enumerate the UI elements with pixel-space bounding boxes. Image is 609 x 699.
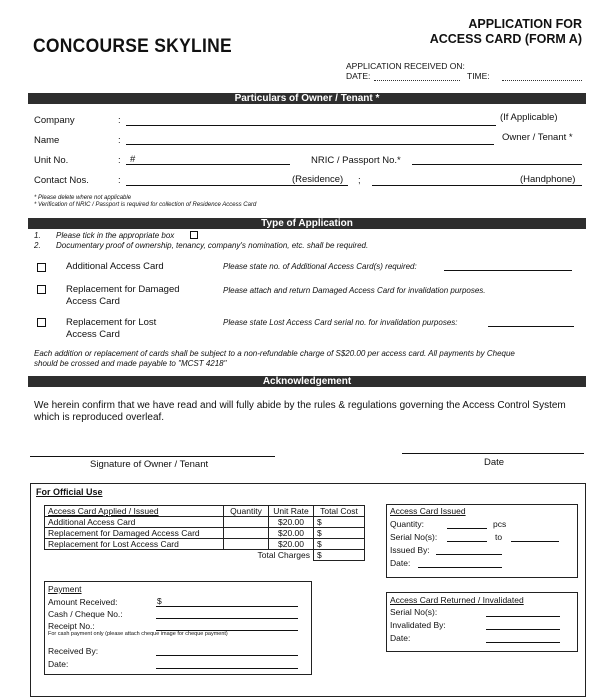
option-damaged-label2: Access Card bbox=[66, 296, 120, 307]
received-time-label: TIME: bbox=[467, 71, 490, 81]
received-time-field[interactable] bbox=[502, 80, 582, 81]
ack-text-line2: which is reproduced overleaf. bbox=[34, 412, 165, 423]
instr2-text: Documentary proof of ownership, tenancy, company's nomination, etc. shall be required. bbox=[56, 241, 369, 250]
ack-date-field[interactable] bbox=[402, 453, 584, 454]
card-returned-title: Access Card Returned / Invalidated bbox=[390, 595, 524, 605]
form-title bbox=[430, 17, 582, 47]
charge-note-line2: should be crossed and made payable to "MCST 4218" bbox=[34, 359, 227, 368]
total-row bbox=[45, 550, 365, 561]
contact-separator: ; bbox=[358, 175, 361, 186]
returned-date-label: Date: bbox=[390, 633, 411, 643]
header-total-cost: Total Cost bbox=[314, 506, 365, 517]
checkbox-additional-card[interactable] bbox=[37, 263, 46, 272]
receipt-field[interactable] bbox=[156, 630, 298, 631]
row-total[interactable]: $ bbox=[314, 539, 365, 550]
option-damaged-label1: Replacement for Damaged bbox=[66, 284, 180, 295]
returned-serial-label: Serial No(s): bbox=[390, 607, 438, 617]
issued-date-label: Date: bbox=[390, 558, 411, 568]
particulars-heading: Particulars of Owner / Tenant * bbox=[28, 93, 586, 104]
company-field[interactable] bbox=[126, 125, 496, 126]
issued-pcs-label: pcs bbox=[493, 519, 507, 529]
issued-date-field[interactable] bbox=[418, 567, 502, 568]
ack-date-label: Date bbox=[484, 457, 505, 468]
receipt-label: Receipt No.: bbox=[48, 621, 95, 631]
option-lost-note: Please state Lost Access Card serial no. for invalidation purposes: bbox=[223, 318, 458, 327]
unit-label: Unit No. bbox=[34, 155, 69, 166]
returned-serial-field[interactable] bbox=[486, 616, 560, 617]
amount-received-label: Amount Received: bbox=[48, 597, 118, 607]
row-total[interactable]: $ bbox=[314, 528, 365, 539]
unit-field[interactable] bbox=[126, 164, 290, 165]
amount-received-field[interactable] bbox=[156, 606, 298, 607]
handphone-field[interactable] bbox=[372, 185, 582, 186]
residence-field[interactable] bbox=[126, 185, 348, 186]
total-value[interactable]: $ bbox=[314, 550, 365, 561]
name-field[interactable] bbox=[126, 144, 494, 145]
received-by-label: Received By: bbox=[48, 646, 99, 656]
signature-field[interactable] bbox=[30, 456, 275, 457]
row-quantity[interactable] bbox=[224, 517, 269, 528]
tick-box-sample bbox=[190, 231, 198, 239]
received-on-label: APPLICATION RECEIVED ON: bbox=[346, 61, 465, 71]
form-title-line1: APPLICATION FOR bbox=[468, 17, 582, 31]
name-suffix: Owner / Tenant * bbox=[502, 132, 573, 143]
cash-cheque-label: Cash / Cheque No.: bbox=[48, 609, 123, 619]
charges-table bbox=[44, 505, 365, 561]
issued-serial-label: Serial No(s): bbox=[390, 532, 438, 542]
issued-serial-from-field[interactable] bbox=[447, 541, 487, 542]
lost-serial-field[interactable] bbox=[488, 326, 574, 327]
received-by-field[interactable] bbox=[156, 655, 298, 656]
unit-prefix: # bbox=[130, 154, 136, 165]
option-lost-label1: Replacement for Lost bbox=[66, 317, 157, 328]
received-date-field[interactable] bbox=[374, 80, 460, 81]
row-label: Replacement for Lost Access Card bbox=[45, 539, 224, 550]
instr1-text: Please tick in the appropriate box bbox=[56, 231, 175, 240]
card-issued-title: Access Card Issued bbox=[390, 506, 466, 516]
unit-colon: : bbox=[118, 155, 121, 166]
note-verification: * Verification of NRIC / Passport is required for collection of Residence Access Card bbox=[34, 202, 257, 208]
charges-header-row bbox=[45, 506, 365, 517]
row-unit-rate: $20.00 bbox=[269, 539, 314, 550]
logo-text: CONCOURSE SKYLINE bbox=[33, 36, 232, 57]
issued-by-field[interactable] bbox=[436, 554, 502, 555]
amount-dollar-sign: $ bbox=[157, 596, 162, 606]
row-unit-rate: $20.00 bbox=[269, 528, 314, 539]
header-quantity: Quantity bbox=[224, 506, 269, 517]
table-row bbox=[45, 528, 365, 539]
contact-label: Contact Nos. bbox=[34, 175, 89, 186]
returned-date-field[interactable] bbox=[486, 642, 560, 643]
checkbox-damaged-card[interactable] bbox=[37, 285, 46, 294]
issued-by-label: Issued By: bbox=[390, 545, 430, 555]
issued-serial-to-label: to bbox=[495, 532, 503, 542]
instr1-number: 1. bbox=[34, 231, 41, 240]
row-total[interactable]: $ bbox=[314, 517, 365, 528]
ack-text-line1: We herein confirm that we have read and will fully abide by the rules & regulations governing the Access Control System bbox=[34, 400, 566, 411]
row-label: Additional Access Card bbox=[45, 517, 224, 528]
invalidated-by-label: Invalidated By: bbox=[390, 620, 446, 630]
name-label: Name bbox=[34, 135, 60, 146]
invalidated-by-field[interactable] bbox=[486, 629, 560, 630]
option-lost-label2: Access Card bbox=[66, 329, 120, 340]
row-quantity[interactable] bbox=[224, 528, 269, 539]
signature-label: Signature of Owner / Tenant bbox=[90, 459, 209, 470]
nric-field[interactable] bbox=[412, 164, 582, 165]
header-unit-rate: Unit Rate bbox=[269, 506, 314, 517]
charge-note-line1: Each addition or replacement of cards shall be subject to a non-refundable charge of S$20.00 per access card. All payments by Cheque bbox=[34, 349, 515, 358]
option-damaged-note: Please attach and return Damaged Access Card for invalidation purposes. bbox=[223, 286, 486, 295]
company-colon: : bbox=[118, 115, 121, 126]
company-label: Company bbox=[34, 115, 75, 126]
received-date-label: DATE: bbox=[346, 71, 371, 81]
table-row bbox=[45, 517, 365, 528]
payment-title: Payment bbox=[48, 584, 82, 594]
type-heading: Type of Application bbox=[28, 218, 586, 229]
row-unit-rate: $20.00 bbox=[269, 517, 314, 528]
issued-quantity-label: Quantity: bbox=[390, 519, 425, 529]
issued-quantity-field[interactable] bbox=[447, 528, 487, 529]
payment-date-field[interactable] bbox=[156, 668, 298, 669]
official-use-heading: For Official Use bbox=[36, 487, 103, 497]
ack-heading: Acknowledgement bbox=[28, 376, 586, 387]
table-row bbox=[45, 539, 365, 550]
form-title-line2: ACCESS CARD (FORM A) bbox=[429, 32, 582, 46]
header-card-type: Access Card Applied / Issued bbox=[45, 506, 224, 517]
option-additional-note: Please state no. of Additional Access Card(s) required: bbox=[223, 262, 417, 271]
note-delete: * Please delete where not applicable bbox=[34, 195, 132, 201]
payment-date-label: Date: bbox=[48, 659, 69, 669]
residence-label: (Residence) bbox=[292, 174, 344, 185]
option-additional-label: Additional Access Card bbox=[66, 261, 164, 272]
payment-note: For cash payment only (please attach cheque image for cheque payment) bbox=[48, 631, 228, 637]
checkbox-lost-card[interactable] bbox=[37, 318, 46, 327]
issued-serial-to-field[interactable] bbox=[511, 541, 559, 542]
nric-label: NRIC / Passport No.* bbox=[311, 155, 401, 166]
row-quantity[interactable] bbox=[224, 539, 269, 550]
handphone-label: (Handphone) bbox=[520, 174, 576, 185]
row-label: Replacement for Damaged Access Card bbox=[45, 528, 224, 539]
cash-cheque-field[interactable] bbox=[156, 618, 298, 619]
contact-colon: : bbox=[118, 175, 121, 186]
additional-qty-field[interactable] bbox=[444, 270, 572, 271]
name-colon: : bbox=[118, 135, 121, 146]
instr2-number: 2. bbox=[34, 241, 41, 250]
company-suffix: (If Applicable) bbox=[500, 112, 558, 123]
total-label: Total Charges bbox=[45, 550, 314, 561]
